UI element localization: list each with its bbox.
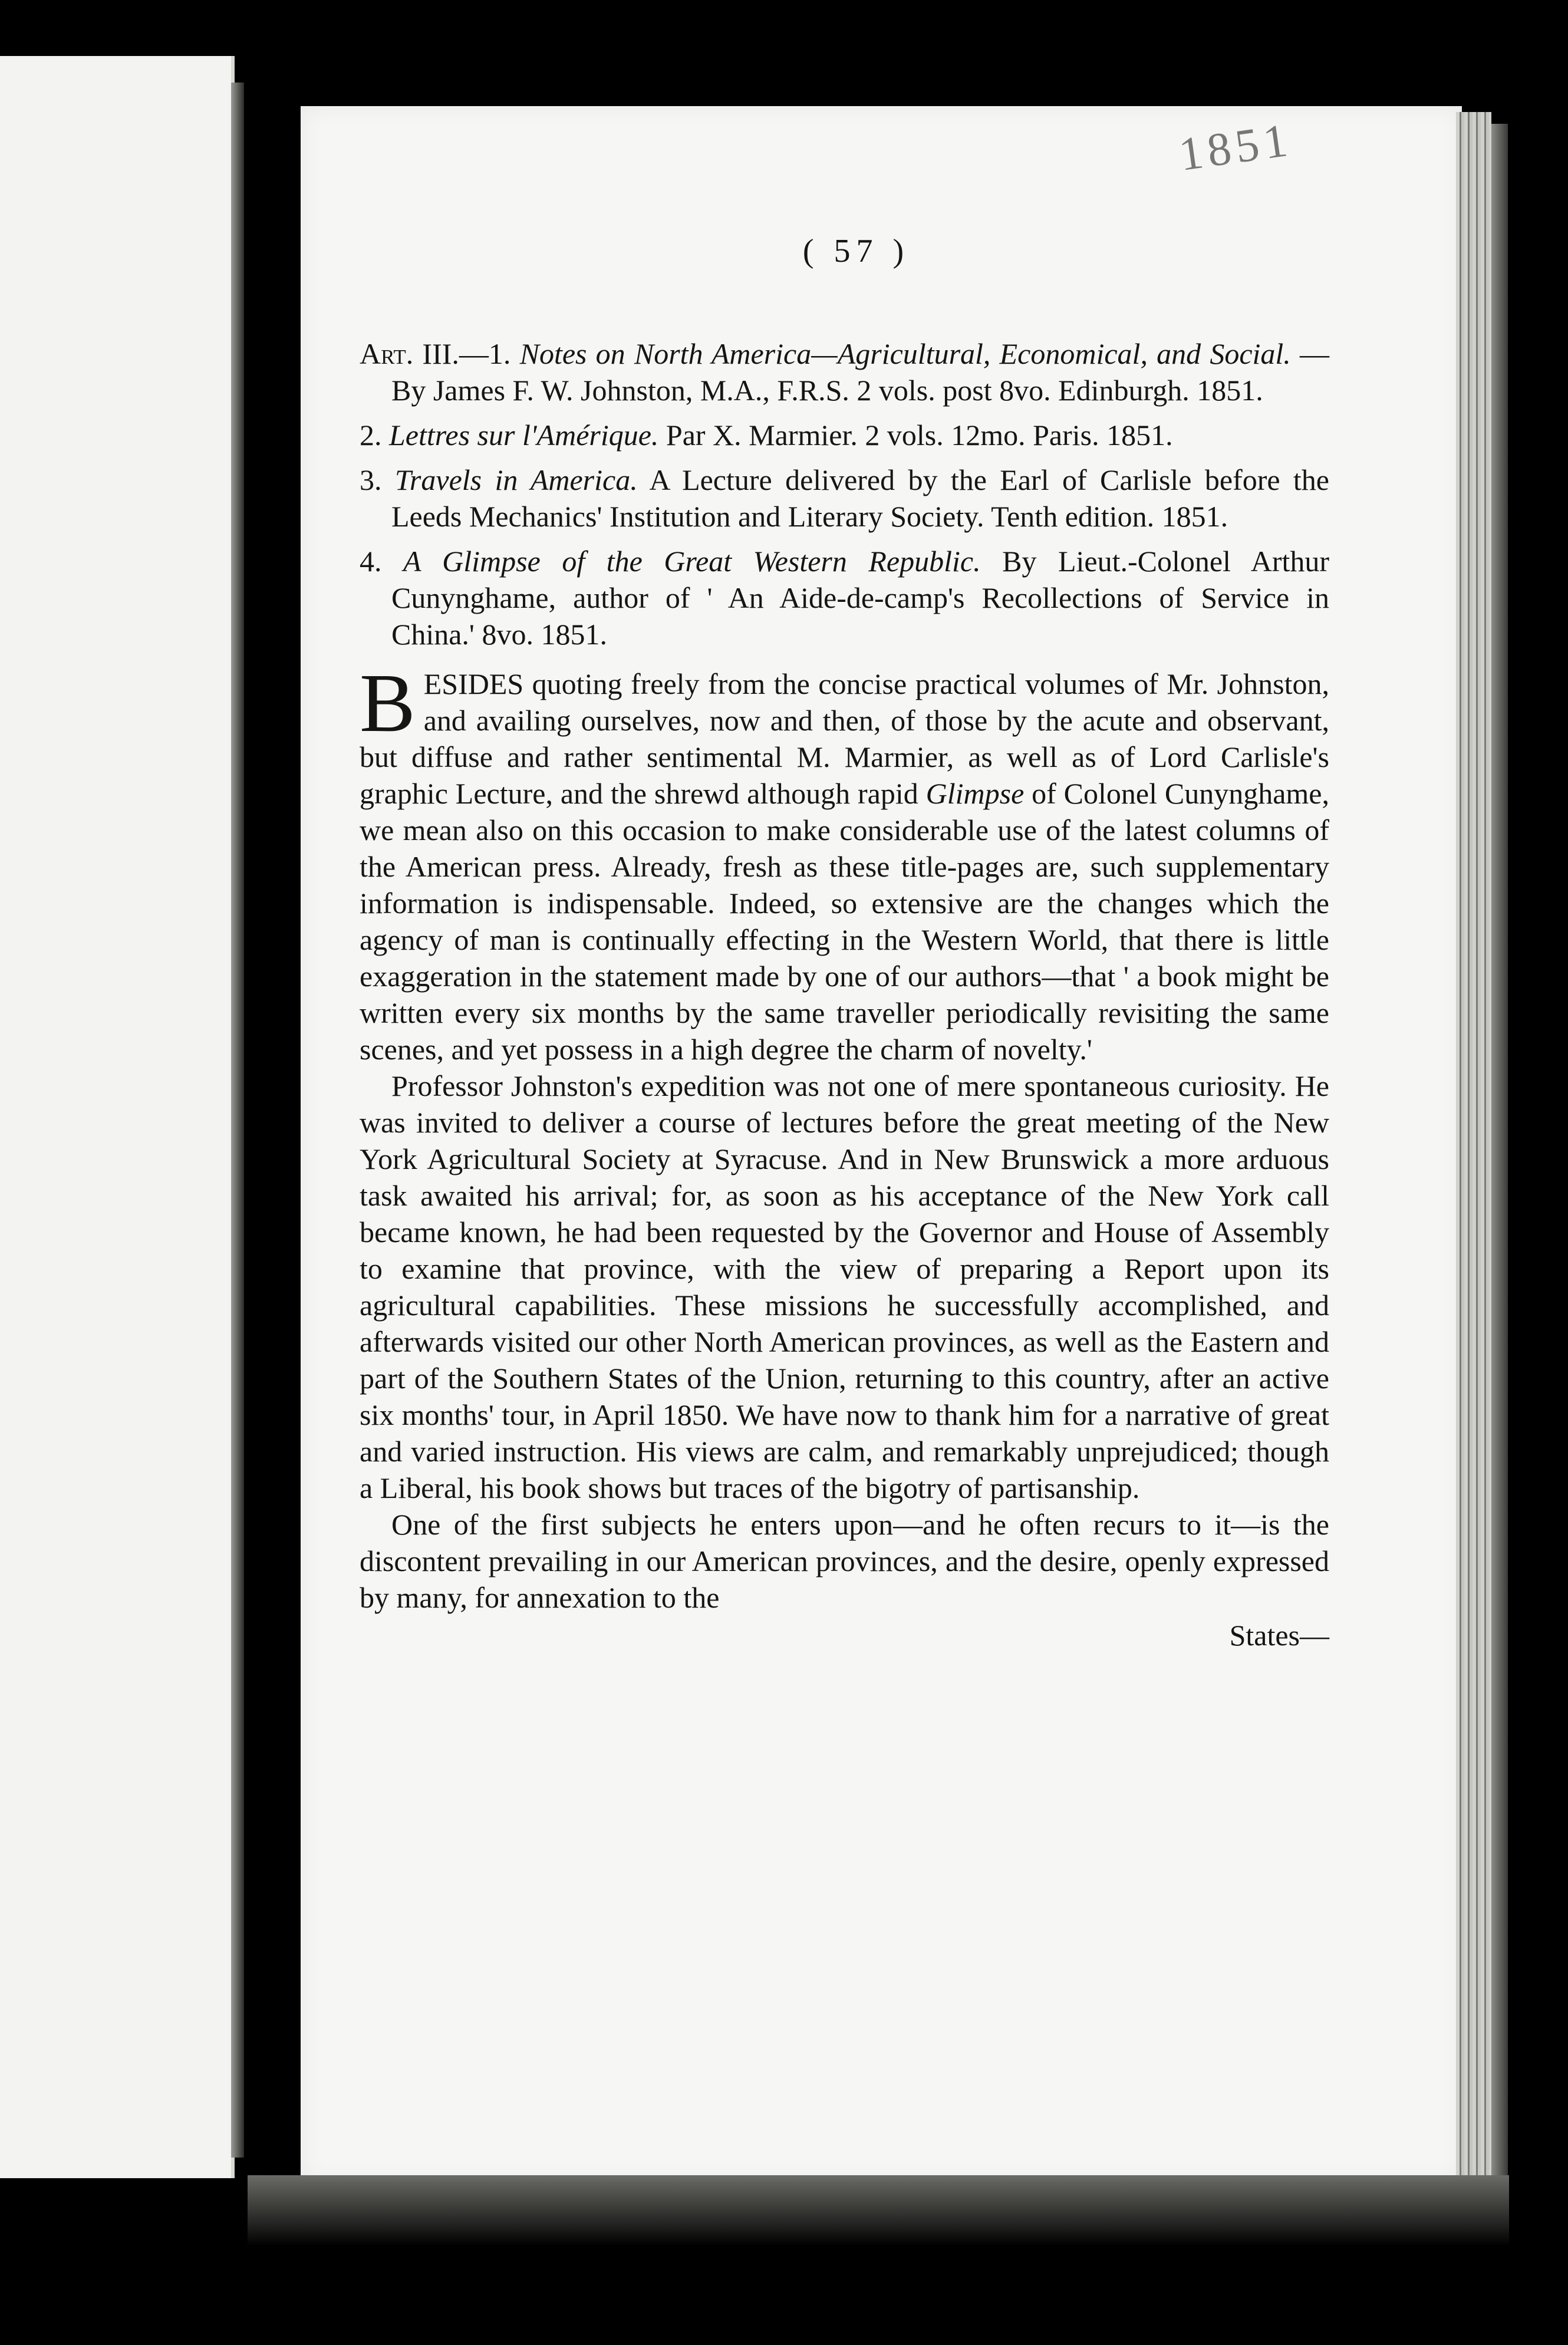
binding-gutter xyxy=(231,83,244,2158)
page-text xyxy=(360,233,1329,1654)
drop-cap: B xyxy=(360,656,416,749)
paragraph-1 xyxy=(360,656,1329,1068)
catchword: States— xyxy=(1229,1619,1329,1652)
paragraph-1-part-2: of Colonel Cunynghame, we mean also on this occasion to make considerable use of the latest columns of the American press. Already, fresh as these title-pages are, such supplementary information is indispensable. Indeed, so extensive are the changes which the agency of man is continually effecting in the Western World, that there is little exaggeration in the statement made by one of our authors—that ' a book might be written every six months by the same traveller periodically revisiting the same scenes, and yet possess in a high degree the charm of novelty.' xyxy=(360,777,1329,1066)
handwritten-marginalia: 1851 xyxy=(1175,114,1296,181)
book-title: A Glimpse of the Great Western Republic. xyxy=(403,545,981,578)
article-entry-2 xyxy=(360,417,1329,453)
italic-glimpse: Glimpse xyxy=(925,777,1025,810)
article-entry-1 xyxy=(360,335,1329,409)
entry-number: 2. xyxy=(360,419,382,452)
page-edges-bottom xyxy=(248,2175,1509,2246)
book-details: Par X. Marmier. 2 vols. 12mo. Paris. 1851. xyxy=(666,419,1173,452)
book-title: Notes on North America—Agricultural, Economical, and Social. xyxy=(519,337,1291,370)
book-details: A Lecture delivered by the Earl of Carlisle before the Leeds Mechanics' Institution and Literary Society. Tenth edition. 1851. xyxy=(391,463,1329,533)
book-details: By Lieut.-Colonel Arthur Cunynghame, author of ' An Aide-de-camp's Recollections of Service in China.' 8vo. 1851. xyxy=(391,545,1330,651)
book-details: —By James F. W. Johnston, M.A., F.R.S. 2 vols. post 8vo. Edinburgh. 1851. xyxy=(391,337,1330,407)
left-facing-page xyxy=(0,56,235,2178)
article-entry-3 xyxy=(360,462,1329,535)
book-title: Lettres sur l'Amérique. xyxy=(389,419,659,452)
page-number: ( 57 ) xyxy=(802,233,910,269)
article-body xyxy=(360,656,1329,1654)
book-cover-edge xyxy=(1491,124,1508,2175)
paragraph-1-part-1: quoting freely from the concise practical volumes of Mr. Johnston, and availing ourselves, now and then, of those by the acute and observant, but diffuse and rather sentimental M. Marmier, as well as of Lord Carlisle's graphic Lecture, and the shrewd although rapid xyxy=(360,667,1329,810)
entry-number: 4. xyxy=(360,545,382,578)
book-title: Travels in America. xyxy=(394,463,638,496)
page-edges-right xyxy=(1456,112,1491,2187)
opening-word: ESIDES xyxy=(423,667,524,700)
entry-number: 3. xyxy=(360,463,382,496)
paragraph-2: Professor Johnston's expedition was not one of mere spontaneous curiosity. He was invited to deliver a course of lectures before the great meeting of the New York Agricultural Society at Syracuse. And in New Brunswick a more arduous task awaited his arrival; for, as soon as his acceptance of the New York call became known, he had been requested by the Governor and House of Assembly to examine that province, with the view of preparing a Report upon its agricultural capabilities. These missions he successfully accomplished, and afterwards visited our other North American provinces, as well as the Eastern and part of the Southern States of the Union, returning to this country, after an active six months' tour, in April 1850. We have now to thank him for a narrative of great and varied instruction. His views are calm, and remarkably unprejudiced; though a Liberal, his book shows but traces of the bigotry of partisanship. xyxy=(360,1069,1329,1504)
article-entry-4 xyxy=(360,543,1329,653)
paragraph-3: One of the first subjects he enters upon—and he often recurs to it—is the discontent prevailing in our American provinces, and the desire, openly expressed by many, for annexation to the xyxy=(360,1508,1329,1614)
article-label: Art. III.—1. xyxy=(360,337,511,370)
